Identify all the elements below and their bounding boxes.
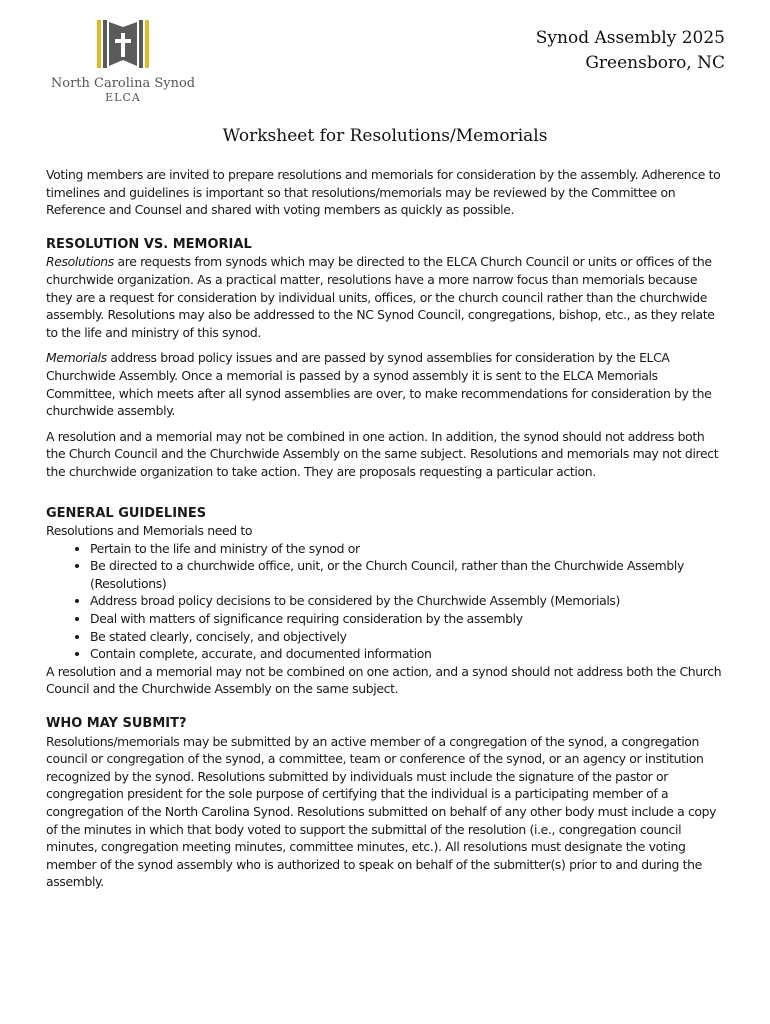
section-heading-resolution-vs-memorial: RESOLUTION VS. MEMORIAL <box>46 236 252 252</box>
list-item: • Address broad policy decisions to be considered by the Churchwide Assembly (Memorials) <box>90 592 726 610</box>
resolutions-text: are requests from synods which may be directed to the ELCA Church Council or units or offices of the churchwide organization. As a practical matter, resolutions have a more narrow focus than memorials because they are a request for consideration by individual units, offices, or the church council rather than the churchwide assembly. Resolutions may also be addressed to the NC Synod Council, congregations, bishop, etc., as they relate to the life and ministry of this synod. <box>46 254 715 340</box>
memorials-term: Memorials <box>46 350 107 366</box>
combination-paragraph: A resolution and a memorial may not be combined in one action. In addition, the synod should not address both the Church Council and the Churchwide Assembly on the same subject. Resolutions and memorials may not direct the churchwide organization to take action. They are proposals requesting a particular action. <box>46 428 719 479</box>
intro-paragraph: Voting members are invited to prepare resolutions and memorials for consideration by the assembly. Adherence to timelines and guidelines is important so that resolutions/memorials may be reviewed by the Committee on Reference and Counsel and shared with voting members as quickly as possible. <box>46 167 721 218</box>
guidelines-list <box>46 540 726 663</box>
resolutions-paragraph <box>46 253 726 341</box>
who-may-submit-paragraph: Resolutions/memorials may be submitted by an active member of a congregation of the synod, a congregation council or congregation of the synod, a committee, team or conference of the synod, or an agency or institution recognized by the synod. Resolutions submitted by individuals must include the signature of the pastor or congregation president for the sole purpose of certifying that the individual is a participating member of a congregation of the North Carolina Synod. Resolutions submitted on behalf of any other body must include a copy of the minutes in which that body voted to support the submittal of the resolution (i.e., congregation council minutes, congregation meeting minutes, committee minutes, etc.). All resolutions must designate the voting member of the synod assembly who is authorized to speak on behalf of the submitter(s) prior to and during the assembly. <box>46 733 717 890</box>
memorials-text: address broad policy issues and are passed by synod assemblies for consideration by the ELCA Churchwide Assembly. Once a memorial is passed by a synod assembly it is sent to the ELCA Memorials Committee, which meets after all synod assemblies are over, to make recommendations for consideration by the churchwide assembly. <box>46 350 712 419</box>
guidelines-closing: A resolution and a memorial may not be combined on one action, and a synod should not address both the Church Council and the Churchwide Assembly on the same subject. <box>46 663 722 697</box>
guidelines-lead: Resolutions and Memorials need to <box>46 523 253 539</box>
page-title: Worksheet for Resolutions/Memorials <box>222 126 548 146</box>
event-title: Synod Assembly 2025 <box>535 28 725 48</box>
document-body <box>46 166 726 891</box>
book-cross-icon <box>95 18 151 70</box>
section-heading-general-guidelines: GENERAL GUIDELINES <box>46 505 207 521</box>
org-name: North Carolina Synod <box>50 76 196 91</box>
list-item: • Contain complete, accurate, and documented information <box>90 645 726 663</box>
list-item: • Be directed to a churchwide office, unit, or the Church Council, rather than the Churchwide Assembly (Resolutions) <box>90 557 726 592</box>
list-item: • Pertain to the life and ministry of the synod or <box>90 540 726 558</box>
event-location: Greensboro, NC <box>585 53 725 73</box>
event-info <box>536 26 725 76</box>
org-subtitle: ELCA <box>105 91 141 104</box>
list-item: • Deal with matters of significance requiring consideration by the assembly <box>90 610 726 628</box>
resolutions-term: Resolutions <box>46 254 114 270</box>
list-item: • Be stated clearly, concisely, and objectively <box>90 628 726 646</box>
synod-logo <box>48 18 198 104</box>
memorials-paragraph <box>46 349 726 419</box>
section-heading-who-may-submit: WHO MAY SUBMIT? <box>46 716 187 732</box>
